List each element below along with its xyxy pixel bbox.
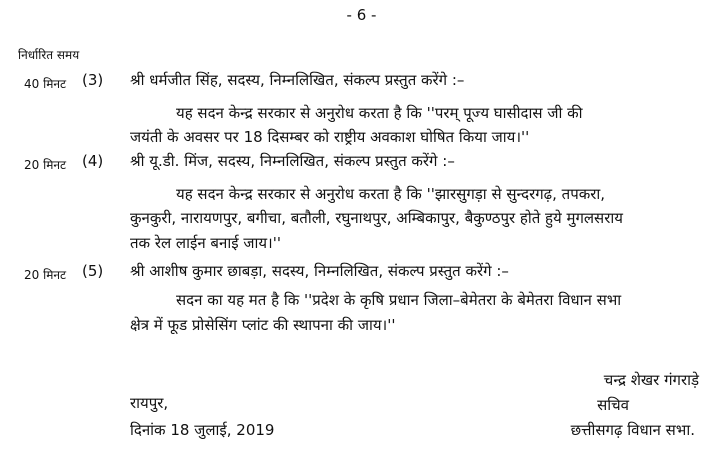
resolution-text-line: जयंती के अवसर पर 18 दिसम्बर को राष्ट्रीय अवकाश घोषित किया जाय।'' [130, 128, 530, 146]
date: दिनांक 18 जुलाई, 2019 [130, 421, 275, 439]
resolution-text-line: कुनकुरी, नारायणपुर, बगीचा, बतौली, रघुनाथपुर, अम्बिकापुर, बैकुण्ठपुर होते हुये मुगलसराय [130, 209, 623, 227]
resolution-mover: श्री धर्मजीत सिंह, सदस्य, निम्नलिखित, संकल्प प्रस्तुत करेंगे :– [130, 71, 465, 89]
resolution-text-line: यह सदन केन्द्र सरकार से अनुरोध करता है कि ''परम् पूज्य घासीदास जी की [176, 104, 583, 122]
page-number: - 6 - [346, 6, 377, 24]
resolution-number: (3) [82, 71, 104, 89]
resolution-time: 40 मिनट [24, 77, 67, 91]
resolution-mover: श्री आशीष कुमार छाबड़ा, सदस्य, निम्नलिखित, संकल्प प्रस्तुत करेंगे :– [130, 262, 509, 280]
time-allotted-heading: निर्धारित समय [18, 48, 80, 62]
resolution-text-line: यह सदन केन्द्र सरकार से अनुरोध करता है कि ''झारसुगड़ा से सुन्दरगढ़, तपकरा, [176, 185, 606, 203]
signatory-name: चन्द्र शेखर गंगराड़े [603, 371, 699, 389]
resolution-mover: श्री यू.डी. मिंज, सदस्य, निम्नलिखित, संकल्प प्रस्तुत करेंगे :– [130, 152, 455, 170]
resolution-time: 20 मिनट [24, 268, 67, 282]
resolution-number: (5) [82, 262, 104, 280]
resolution-text-line: क्षेत्र में फूड प्रोसेसिंग प्लांट की स्थापना की जाय।'' [130, 316, 396, 334]
resolution-text-line: सदन का यह मत है कि ''प्रदेश के कृषि प्रधान जिला–बेमेतरा के बेमेतरा विधान सभा [176, 291, 622, 309]
place: रायपुर, [130, 394, 169, 412]
resolution-time: 20 मिनट [24, 158, 67, 172]
resolution-text-line: तक रेल लाईन बनाई जाय।'' [130, 234, 281, 252]
signatory-office: छत्तीसगढ़ विधान सभा. [570, 421, 695, 439]
resolution-number: (4) [82, 152, 104, 170]
signatory-designation: सचिव [597, 396, 629, 414]
